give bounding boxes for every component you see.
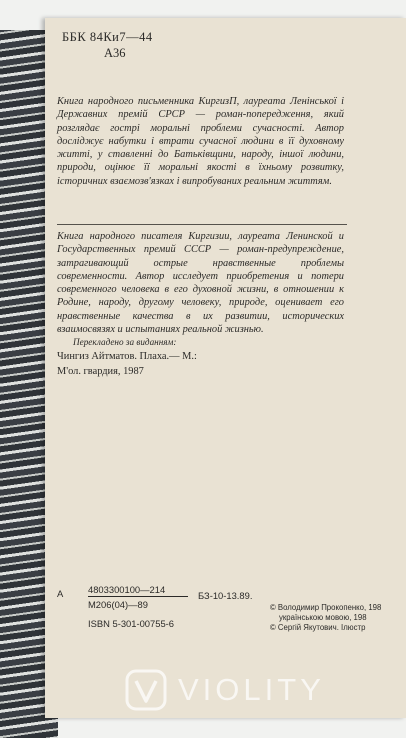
isbn: ISBN 5-301-00755-6	[88, 618, 174, 629]
index-fraction-line	[88, 596, 188, 597]
watermark-text: VIOLITY	[178, 672, 325, 707]
index-denominator: М206(04)—89	[88, 599, 148, 610]
bbk-classification: ББК 84Ки7—44	[62, 30, 153, 44]
translation-note: Перекладено за виданням:	[73, 337, 177, 347]
index-suffix: БЗ-10-13.89.	[198, 590, 253, 601]
author-code: А36	[104, 46, 126, 60]
divider	[57, 224, 347, 225]
translation-source-line2: М'ол. гвардия, 1987	[57, 366, 144, 377]
index-numerator: 4803300100—214	[88, 584, 166, 595]
copyright-line2: українською мовою, 198	[279, 613, 367, 622]
annotation-ukrainian: Книга народного письменника КиргизП, лауреата Ленінської і Державних премій СРСР — роман-попередження, який розглядає гострі моральні проблеми сучасності. Автор досліджує набутки і втрати сучасної людини в її духовному житті, у ставленні до Батьківщини, народу, іншої людини, природи, оцінює її моральні якості в їхньому розвитку, історичних взаємозв'язках і випробуваних реальним життям.	[57, 96, 344, 187]
annotation-russian: Книга народного писателя Киргизии, лауреата Ленинской и Государственных премий СССР — роман-предупреждение, затрагивающий острые нравственные проблемы современности. Автор исследует приобретения и потери современного человека в его духовной жизни, в отношении к Родине, народу, другому человеку, природе, оценивает его нравственные качества в их развитии, исторических взаимосвязях и испытаниях реальной жизнью.	[57, 231, 344, 336]
violity-logo-icon	[124, 668, 168, 712]
translation-source-line1: Чингиз Айтматов. Плаха.— М.:	[57, 351, 197, 362]
copyright-line3: © Сергій Якутович. Ілюстр	[270, 623, 366, 632]
translation-source	[57, 349, 317, 379]
index-prefix: А	[57, 588, 64, 599]
watermark	[124, 664, 325, 716]
copyright-line1: © Володимир Прокопенко, 198	[270, 603, 382, 612]
